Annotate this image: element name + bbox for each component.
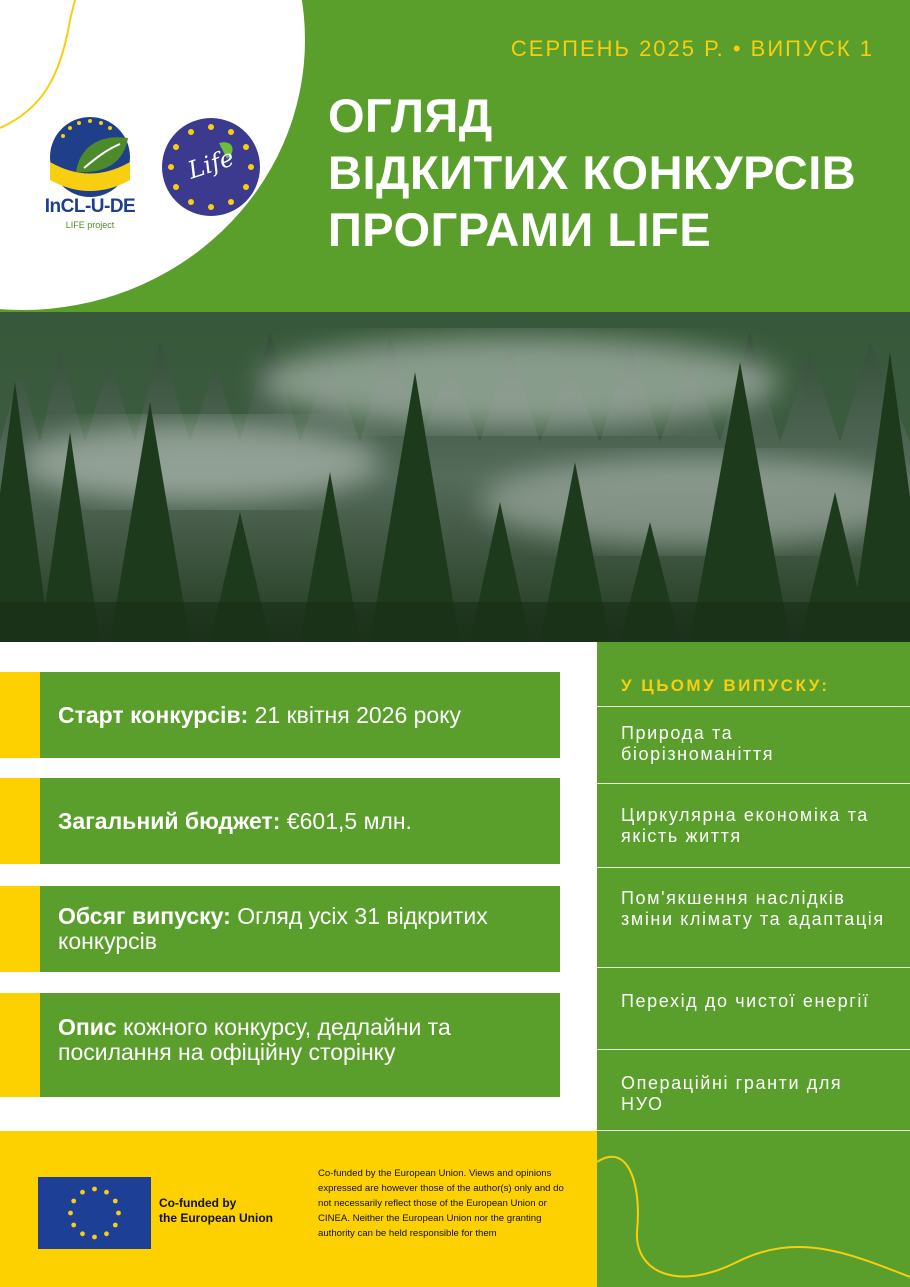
eu-flag-logo (38, 1177, 151, 1249)
incl-logo-name: InCL-U-DE (44, 196, 136, 217)
contents-item-circular-economy: Циркулярна економіка та якість життя (621, 805, 869, 846)
contents-divider (597, 706, 910, 707)
contents-divider (597, 1049, 910, 1050)
info-start-text (58, 703, 461, 728)
info-start-date (40, 672, 560, 758)
info-scope-label: Обсяг випуску: (58, 903, 231, 929)
cofunded-line-2: the European Union (159, 1211, 273, 1225)
page-title (328, 87, 898, 258)
misty-forest-image (0, 312, 910, 642)
info-scope-text (58, 904, 544, 954)
contents-divider (597, 783, 910, 784)
info-budget-value: €601,5 млн. (280, 807, 412, 834)
info-accent-4 (0, 993, 40, 1097)
title-line-3: ПРОГРАМИ LIFE (328, 203, 712, 256)
info-accent-1 (0, 672, 40, 758)
incl-logo-subtitle: LIFE project (65, 220, 115, 230)
info-description (40, 993, 560, 1097)
contents-title: У ЦЬОМУ ВИПУСКУ: (621, 676, 830, 695)
info-scope (40, 886, 560, 972)
life-programme-logo (161, 117, 261, 217)
forest-photo (0, 312, 910, 642)
info-budget-label: Загальний бюджет: (58, 807, 281, 834)
info-budget (40, 778, 560, 864)
contents-item-ngo-grants: Операційні гранти для НУО (621, 1073, 843, 1114)
info-start-value: 21 квітня 2026 року (248, 701, 462, 728)
decorative-curve (597, 1142, 910, 1287)
info-description-label: Опис (58, 1014, 117, 1040)
contents-panel (597, 642, 910, 1287)
info-accent-2 (0, 778, 40, 864)
info-accent-3 (0, 886, 40, 972)
info-budget-text (58, 809, 412, 834)
eu-flag-icon (38, 1177, 151, 1249)
cofunded-label (159, 1196, 273, 1226)
incl-u-de-logo (40, 110, 140, 235)
info-description-value: кожного конкурсу, дедлайни та посилання на офіційну сторінку (58, 1014, 451, 1065)
contents-divider (597, 967, 910, 968)
contents-divider (597, 867, 910, 868)
info-start-label: Старт конкурсів: (58, 701, 249, 728)
contents-item-clean-energy: Перехід до чистої енергії (621, 991, 870, 1011)
issue-line: СЕРПЕНЬ 2025 Р. • ВИПУСК 1 (510, 36, 874, 61)
info-scope-value: Огляд усіх 31 відкритих конкурсів (58, 903, 488, 954)
contents-item-nature: Природа та біорізноманіття (621, 723, 775, 764)
title-line-2: ВІДКИТИХ КОНКУРСІВ (328, 146, 857, 199)
contents-item-climate: Пом'якшення наслідків зміни клімату та адаптація (621, 888, 885, 929)
title-line-1: ОГЛЯД (328, 89, 493, 142)
incl-emblem-icon (40, 110, 140, 200)
info-description-text (58, 1015, 544, 1065)
contents-divider (597, 1130, 910, 1131)
cofunded-line-1: Co-funded by (159, 1196, 237, 1210)
life-logo-text: Life (184, 143, 238, 185)
eu-disclaimer: Co-funded by the European Union. Views and opinions expressed are however those of the author(s) only and do not necessarily reflect those of the European Union or CINEA. Neither the European Union nor the granting authority can be held responsible for them (318, 1168, 564, 1239)
